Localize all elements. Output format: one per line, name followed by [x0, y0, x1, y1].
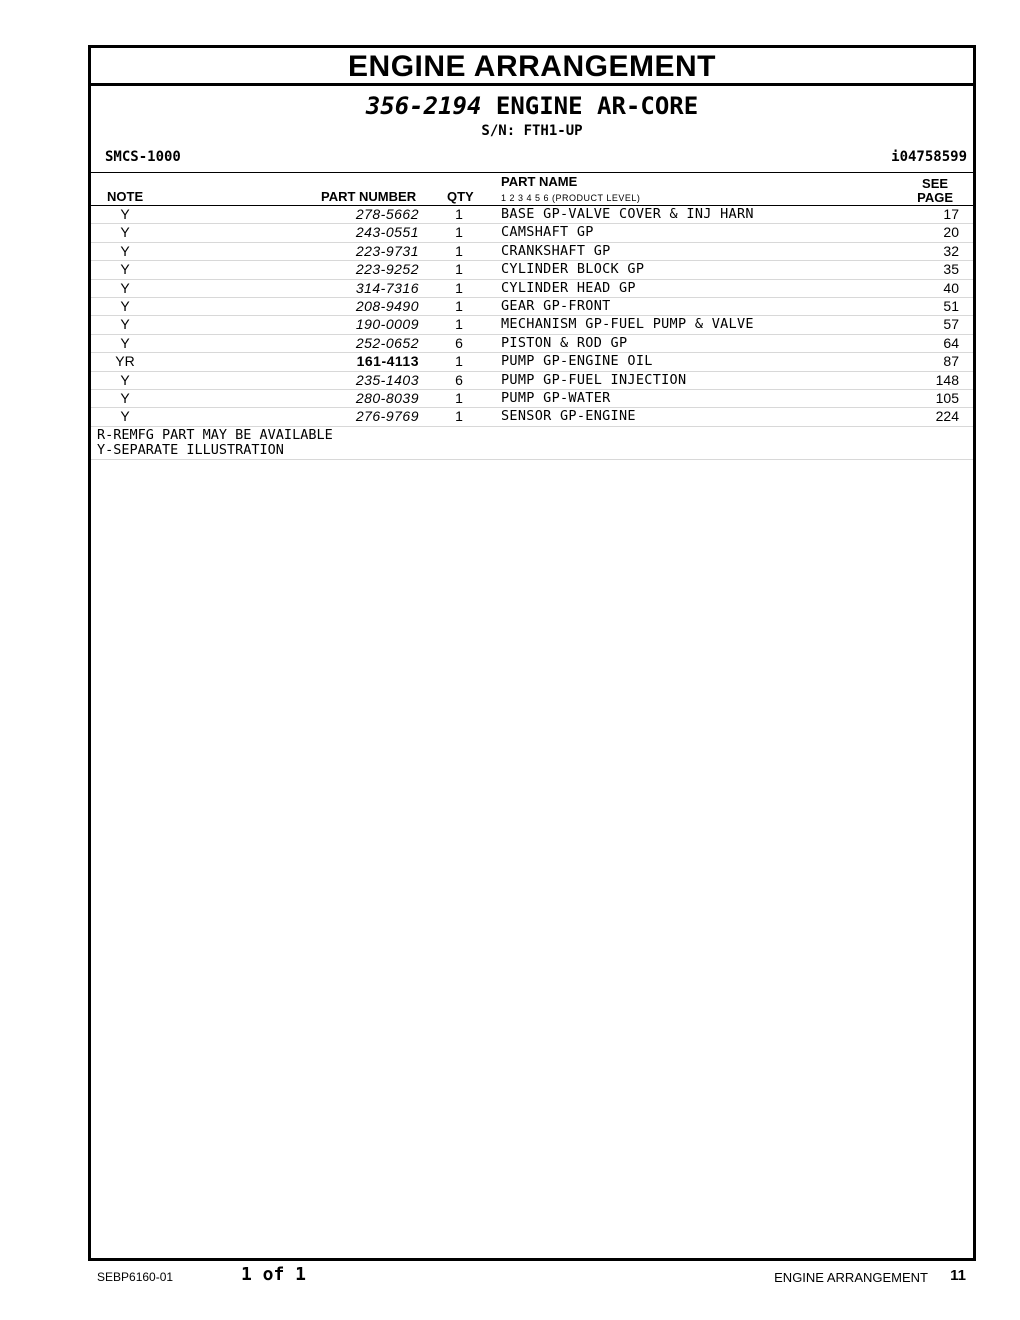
- page-of-indicator: 1 of 1: [241, 1264, 307, 1285]
- see-page-cell: 57: [943, 316, 959, 333]
- document-id: SEBP6160-01: [97, 1270, 174, 1284]
- see-page-cell: 148: [935, 371, 959, 388]
- col-part-number-header: PART NUMBER: [321, 189, 417, 204]
- part-name-cell: CYLINDER BLOCK GP: [501, 261, 645, 278]
- qty-cell: 1: [455, 261, 463, 278]
- note-cell: Y: [120, 316, 130, 333]
- note-cell: Y: [120, 297, 130, 314]
- part-name-cell: PUMP GP-FUEL INJECTION: [501, 371, 687, 388]
- qty-cell: 1: [455, 242, 463, 259]
- part-number-cell: 280-8039: [355, 389, 419, 406]
- table-row: [91, 352, 973, 370]
- qty-cell: 1: [455, 353, 463, 370]
- qty-cell: 1: [455, 408, 463, 425]
- group-heading: [91, 91, 973, 121]
- note-line: Y-SEPARATE ILLUSTRATION: [97, 441, 284, 458]
- part-name-cell: PUMP GP-ENGINE OIL: [501, 353, 653, 370]
- part-name-cell: CAMSHAFT GP: [501, 224, 594, 241]
- part-name-cell: CYLINDER HEAD GP: [501, 279, 636, 296]
- product-level-header: 1 2 3 4 5 6 (PRODUCT LEVEL): [501, 193, 641, 203]
- note-cell: Y: [120, 389, 130, 406]
- group-number: 356-2194: [365, 92, 482, 120]
- illustration-id: i04758599: [891, 149, 967, 165]
- see-page-cell: 32: [943, 242, 959, 259]
- qty-cell: 1: [455, 389, 463, 406]
- table-row: [91, 389, 973, 407]
- see-page-cell: 87: [943, 353, 959, 370]
- qty-cell: 6: [455, 334, 463, 351]
- table-row: [91, 297, 973, 315]
- parts-table: [91, 205, 973, 460]
- table-row: [91, 260, 973, 278]
- part-name-cell: BASE GP-VALVE COVER & INJ HARN: [501, 206, 754, 222]
- table-row: [91, 242, 973, 260]
- see-page-cell: 35: [943, 261, 959, 278]
- part-name-cell: SENSOR GP-ENGINE: [501, 408, 636, 425]
- notes-legend: [91, 426, 973, 460]
- see-page-cell: 51: [943, 297, 959, 314]
- note-cell: Y: [120, 261, 130, 278]
- part-number-cell: 190-0009: [355, 316, 419, 333]
- see-page-line2: PAGE: [917, 190, 953, 205]
- qty-cell: 1: [455, 297, 463, 314]
- part-number-cell: 235-1403: [355, 371, 419, 388]
- col-see-page-header: [917, 177, 953, 205]
- header-divider: [91, 172, 973, 173]
- see-page-cell: 224: [935, 408, 959, 425]
- note-cell: Y: [120, 334, 130, 351]
- footer-section-title: ENGINE ARRANGEMENT: [774, 1270, 928, 1285]
- part-name-cell: MECHANISM GP-FUEL PUMP & VALVE: [501, 316, 754, 333]
- note-cell: Y: [120, 279, 130, 296]
- qty-cell: 1: [455, 316, 463, 333]
- part-number-cell: 252-0652: [355, 334, 419, 351]
- table-row: [91, 223, 973, 241]
- note-cell: Y: [120, 206, 130, 222]
- page-frame: [88, 45, 976, 1261]
- qty-cell: 1: [455, 279, 463, 296]
- part-number-cell: 314-7316: [355, 279, 419, 296]
- part-number-cell: 208-9490: [355, 297, 419, 314]
- serial-range: S/N: FTH1-UP: [481, 123, 583, 139]
- part-number-cell: 243-0551: [355, 224, 419, 241]
- part-number-cell: 278-5662: [355, 206, 419, 222]
- group-name: ENGINE AR-CORE: [495, 92, 699, 120]
- see-page-cell: 64: [943, 334, 959, 351]
- note-cell: YR: [115, 353, 135, 370]
- qty-cell: 6: [455, 371, 463, 388]
- qty-cell: 1: [455, 206, 463, 222]
- table-row: [91, 315, 973, 333]
- note-line: R-REMFG PART MAY BE AVAILABLE: [97, 426, 333, 443]
- part-number-cell: 223-9252: [355, 261, 419, 278]
- table-row: [91, 371, 973, 389]
- part-number-cell: 161-4113: [356, 353, 419, 370]
- note-cell: Y: [120, 242, 130, 259]
- note-cell: Y: [120, 408, 130, 425]
- col-part-name-header: PART NAME: [501, 174, 578, 189]
- table-row: [91, 279, 973, 297]
- col-note-header: NOTE: [107, 189, 144, 204]
- see-page-cell: 40: [943, 279, 959, 296]
- page-number: 11: [950, 1267, 966, 1284]
- part-number-cell: 276-9769: [355, 408, 419, 425]
- part-name-cell: CRANKSHAFT GP: [501, 242, 611, 259]
- note-cell: Y: [120, 371, 130, 388]
- col-qty-header: QTY: [447, 189, 474, 204]
- part-name-cell: PISTON & ROD GP: [501, 334, 628, 351]
- qty-cell: 1: [455, 224, 463, 241]
- see-page-cell: 20: [943, 224, 959, 241]
- table-row: [91, 407, 973, 425]
- page-title: ENGINE ARRANGEMENT: [91, 48, 973, 86]
- note-cell: Y: [120, 224, 130, 241]
- see-page-cell: 105: [935, 389, 959, 406]
- part-name-cell: GEAR GP-FRONT: [501, 297, 611, 314]
- smcs-code: SMCS-1000: [105, 149, 181, 165]
- see-page-cell: 17: [943, 206, 959, 222]
- part-name-cell: PUMP GP-WATER: [501, 389, 611, 406]
- see-page-line1: SEE: [922, 176, 949, 191]
- part-number-cell: 223-9731: [355, 242, 419, 259]
- table-row: [91, 334, 973, 352]
- table-row: [91, 205, 973, 223]
